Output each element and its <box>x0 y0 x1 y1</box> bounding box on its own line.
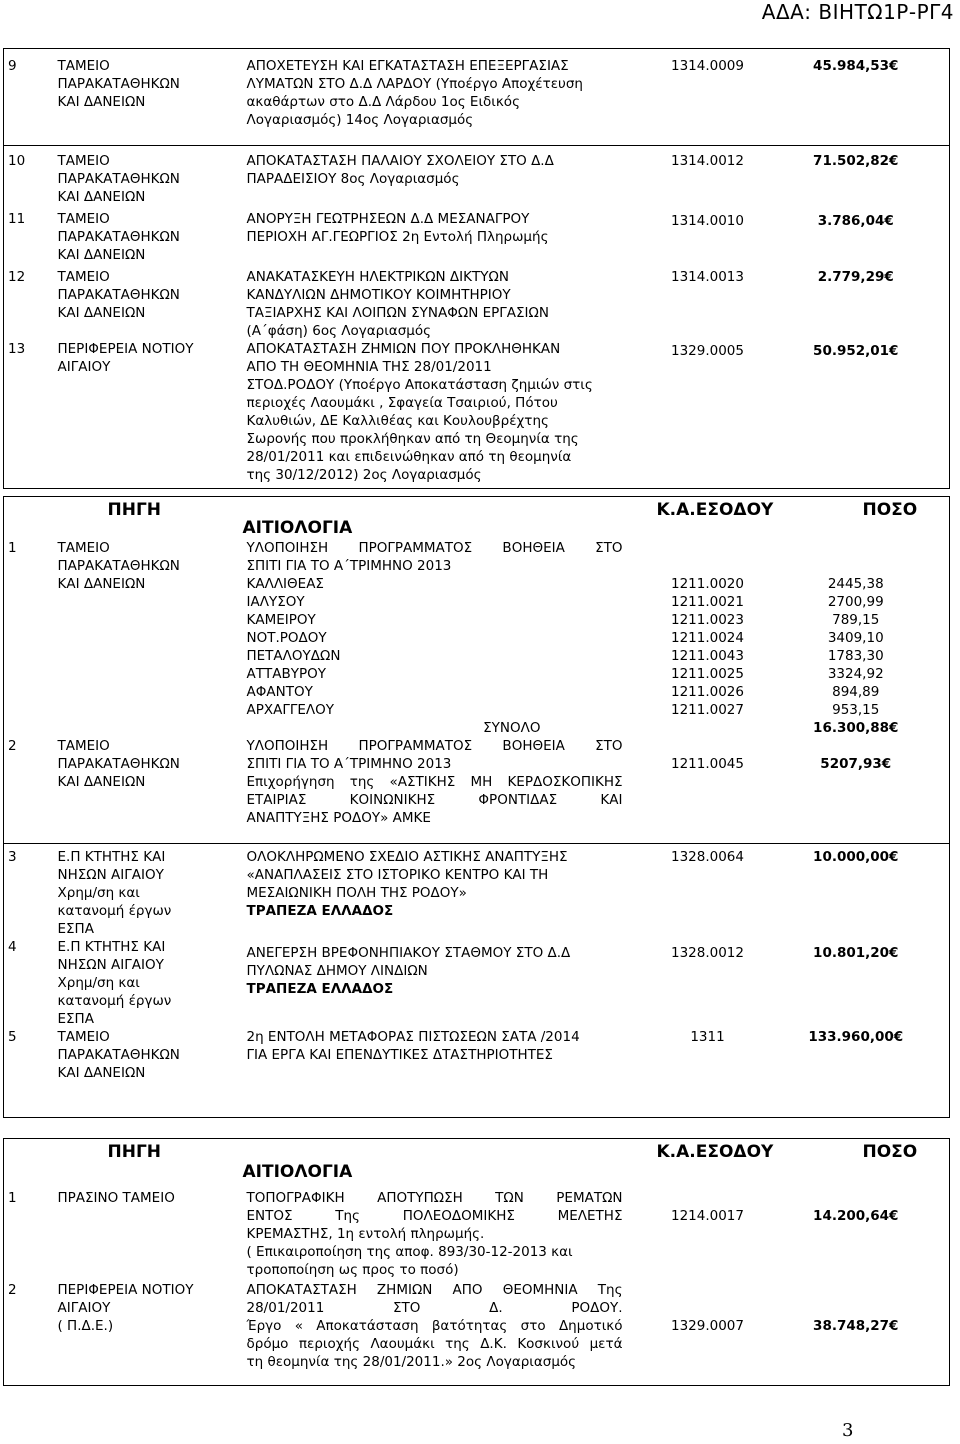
reason-cell <box>233 264 653 340</box>
source-line: ΠΕΡΙΦΕΡΕΙΑ ΝΟΤΙΟΥ <box>57 341 194 357</box>
table-row <box>4 146 950 207</box>
sub-area-name: ΑΡΧΑΓΓΕΛΟΥ <box>246 701 335 718</box>
reason-line: ΑΠΟ ΤΗ ΘΕΟΜΗΝΙΑ ΤΗΣ 28/01/2011 <box>246 359 492 375</box>
source-line: κατανομή έργων <box>57 902 172 919</box>
source-line: ΚΑΙ ΔΑΝΕΙΩΝ <box>57 94 146 110</box>
source-line: Ε.Π ΚΤΗΤΗΣ ΚΑΙ <box>57 848 166 865</box>
reason-line: ΑΠΟΚΑΤΑΣΤΑΣΗ ΖΗΜΙΩΝ ΑΠΟ ΘΕΟΜΗΝΙΑ Της <box>246 1281 623 1298</box>
reason-line: Σωρονής που προκλήθηκαν από τη Θεομηνία της <box>246 431 579 447</box>
source-line: κατανομή έργων <box>57 992 172 1009</box>
sub-area-amount: 2445,38 <box>827 575 884 592</box>
header-code: Κ.Α.ΕΣΟΔΟΥ <box>656 500 774 520</box>
source-line: ΚΑΙ ΔΑΝΕΙΩΝ <box>57 773 146 790</box>
table-row <box>4 340 950 489</box>
row-number: 3 <box>4 843 58 938</box>
source-line: ΝΗΣΩΝ ΑΙΓΑΙΟΥ <box>57 866 164 883</box>
reason-cell <box>233 146 653 207</box>
header-reason: ΑΙΤΙΟΛΟΓΙΑ <box>242 518 353 538</box>
source-line: ΑΙΓΑΙΟΥ <box>57 359 111 375</box>
amount-cell: 10.801,20€ <box>813 944 899 961</box>
table-row <box>4 1028 950 1118</box>
source-cell <box>58 539 233 737</box>
header-source: ΠΗΓΗ <box>107 1142 162 1162</box>
reason-line: ΑΠΟΚΑΤΑΣΤΑΣΗ ΖΗΜΙΩΝ ΠΟΥ ΠΡΟΚΛΗΘΗΚΑΝ <box>246 341 561 357</box>
sub-area-code: 1211.0024 <box>670 629 744 646</box>
code-cell: 1214.0017 <box>670 1207 744 1224</box>
source-line: Χρημ/ση και <box>57 884 140 901</box>
code-cell: 1314.0013 <box>670 269 744 285</box>
source-cell <box>58 206 233 264</box>
source-cell <box>58 843 233 938</box>
source-line: ΠΑΡΑΚΑΤΑΘΗΚΩΝ <box>57 557 180 574</box>
reason-line: 2η ΕΝΤΟΛΗ ΜΕΤΑΦΟΡΑΣ ΠΙΣΤΩΣΕΩΝ ΣΑΤΑ /2014 <box>246 1028 580 1045</box>
reason-line: ΑΠΟΚΑΤΑΣΤΑΣΗ ΠΑΛΑΙΟΥ ΣΧΟΛΕΙΟΥ ΣΤΟ Δ.Δ <box>246 153 554 169</box>
table-row <box>4 539 950 737</box>
sub-area-name: ΑΤΤΑΒΥΡΟΥ <box>246 665 326 682</box>
table-row <box>4 264 950 340</box>
table-row <box>4 1281 950 1386</box>
row-number: 4 <box>8 938 17 955</box>
reason-line: τροποποίηση ως προς το ποσό) <box>246 1261 459 1278</box>
table-revenue-3 <box>3 1138 950 1386</box>
reason-cell <box>233 737 653 844</box>
reason-line: «ΑΝΑΠΛΑΣΕΙΣ ΣΤΟ ΙΣΤΟΡΙΚΟ ΚΕΝΤΡΟ ΚΑΙ ΤΗ <box>246 866 549 883</box>
reason-line: ΣΠΙΤΙ ΓΙΑ ΤΟ Α΄ΤΡΙΜΗΝΟ 2013 <box>246 557 452 574</box>
source-cell <box>58 49 233 146</box>
reason-line: (Α΄φάση) 6ος Λογαριασμός <box>246 323 432 339</box>
reason-line: ΛΥΜΑΤΩΝ ΣΤΟ Δ.Δ ΛΑΡΔΟΥ (Υποέργο Αποχέτευση <box>246 76 583 92</box>
amount-cell: 45.984,53€ <box>813 58 899 74</box>
amount-cell: 3.786,04€ <box>817 213 894 229</box>
row-number: 11 <box>8 211 26 227</box>
reason-line: ακαθάρτων στο Δ.Δ Λάρδου 1ος Ειδικός <box>246 94 520 110</box>
reason-cell <box>233 843 653 938</box>
page-number: 3 <box>842 1420 854 1441</box>
row-number: 13 <box>8 341 26 357</box>
code-cell: 1314.0009 <box>670 58 744 74</box>
bank-label: ΤΡΑΠΕΖΑ ΕΛΛΑΔΟΣ <box>246 902 394 919</box>
reason-line: τη θεομηνία της 28/01/2011.» 2ος Λογαριασμός <box>246 1353 577 1370</box>
row-number: 5 <box>8 1028 17 1045</box>
header-source: ΠΗΓΗ <box>107 500 162 520</box>
reason-line: ΓΙΑ ΕΡΓΑ ΚΑΙ ΕΠΕΝΔΥΤΙΚΕΣ ΔΤΑΣΤΗΡΙΟΤΗΤΕΣ <box>246 1046 553 1063</box>
source-line: ΕΣΠΑ <box>57 920 94 937</box>
source-line: ΚΑΙ ΔΑΝΕΙΩΝ <box>57 247 146 263</box>
table-row <box>4 938 950 1028</box>
reason-line: Λογαριασμός) 14ος Λογαριασμός <box>246 112 474 128</box>
reason-line: ΕΝΤΟΣ Της ΠΟΛΕΟΔΟΜΙΚΗΣ ΜΕΛΕΤΗΣ <box>246 1207 623 1224</box>
sub-area-amount: 3409,10 <box>827 629 884 646</box>
sub-area-code: 1211.0021 <box>670 593 744 610</box>
source-cell <box>58 1189 233 1281</box>
reason-line: ( Επικαιροποίηση της αποφ. 893/30-12-2013 και <box>246 1243 573 1260</box>
sub-area-code: 1211.0027 <box>670 701 744 718</box>
sub-area-name: ΚΑΜΕΙΡΟΥ <box>246 611 316 628</box>
source-line: ΑΙΓΑΙΟΥ <box>57 1299 111 1316</box>
sub-area-amount: 3324,92 <box>827 665 884 682</box>
reason-line: ΤΑΞΙΑΡΧΗΣ ΚΑΙ ΛΟΙΠΩΝ ΣΥΝΑΦΩΝ ΕΡΓΑΣΙΩΝ <box>246 305 549 321</box>
reason-line: ΣΤΟΔ.ΡΟΔΟΥ (Υποέργο Αποκατάσταση ζημιών στις <box>246 377 593 393</box>
reason-line: της 30/12/2012) 2ος Λογαριασμός <box>246 467 482 483</box>
amount-cell: 2.779,29€ <box>817 269 894 285</box>
reason-line: ΤΟΠΟΓΡΑΦΙΚΗ ΑΠΟΤΥΠΩΣΗ ΤΩΝ ΡΕΜΑΤΩΝ <box>246 1189 623 1206</box>
source-line: ΠΑΡΑΚΑΤΑΘΗΚΩΝ <box>57 171 180 187</box>
source-line: ΠΡΑΣΙΝΟ ΤΑΜΕΙΟ <box>57 1189 175 1206</box>
reason-cell <box>233 1281 653 1386</box>
sub-area-code: 1211.0025 <box>670 665 744 682</box>
header-reason: ΑΙΤΙΟΛΟΓΙΑ <box>242 1162 353 1182</box>
source-line: ( Π.Δ.Ε.) <box>57 1317 114 1334</box>
source-line: ΠΑΡΑΚΑΤΑΘΗΚΩΝ <box>57 76 180 92</box>
sub-area-code: 1211.0043 <box>670 647 744 664</box>
table-revenue-2 <box>3 496 950 1118</box>
reason-line: ΑΝΕΓΕΡΣΗ ΒΡΕΦΟΝΗΠΙΑΚΟΥ ΣΤΑΘΜΟΥ ΣΤΟ Δ.Δ <box>246 944 571 961</box>
code-cell: 1328.0012 <box>670 944 744 961</box>
reason-line: Καλυθιών, ΔΕ Καλλιθέας και Κουλουβρέχτης <box>246 413 549 429</box>
source-line: ΤΑΜΕΙΟ <box>57 269 110 285</box>
code-cell: 1328.0064 <box>653 843 763 938</box>
reason-line: ΜΕΣΑΙΩΝΙΚΗ ΠΟΛΗ ΤΗΣ ΡΟΔΟΥ» <box>246 884 467 901</box>
source-line: ΠΑΡΑΚΑΤΑΘΗΚΩΝ <box>57 1046 180 1063</box>
amount-cell: 14.200,64€ <box>813 1207 899 1224</box>
source-line: ΚΑΙ ΔΑΝΕΙΩΝ <box>57 1064 146 1081</box>
reason-cell <box>233 539 653 737</box>
source-line: ΤΑΜΕΙΟ <box>57 539 110 556</box>
reason-line: ΥΛΟΠΟΙΗΣΗ ΠΡΟΓΡΑΜΜΑΤΟΣ ΒΟΗΘΕΙΑ ΣΤΟ <box>246 737 623 754</box>
row-number: 2 <box>8 737 17 754</box>
reason-line: Επιχορήγηση της «ΑΣΤΙΚΗΣ ΜΗ ΚΕΡΔΟΣΚΟΠΙΚΗΣ <box>246 773 623 790</box>
source-line: ΤΑΜΕΙΟ <box>57 58 110 74</box>
reason-cell <box>233 49 653 146</box>
sub-area-name: ΙΑΛΥΣΟΥ <box>246 593 305 610</box>
source-line: Ε.Π ΚΤΗΤΗΣ ΚΑΙ <box>57 938 166 955</box>
reason-line: 28/01/2011 και επιδεινώθηκαν από τη θεομηνία <box>246 449 572 465</box>
table-header-row <box>4 497 950 539</box>
sub-area-name: ΠΕΤΑΛΟΥΔΩΝ <box>246 647 341 664</box>
sub-area-code: 1211.0020 <box>670 575 744 592</box>
code-cell: 1314.0010 <box>670 213 744 229</box>
row-number: 2 <box>8 1281 17 1298</box>
code-cell: 1211.0045 <box>670 755 744 772</box>
reason-line: περιοχές Λαουμάκι , Σφαγεία Τσαιριού, Πότου <box>246 395 558 411</box>
reason-line: ΚΑΝΔΥΛΙΩΝ ΔΗΜΟΤΙΚΟΥ ΚΟΙΜΗΤΗΡΙΟΥ <box>246 287 511 303</box>
sub-area-name: ΚΑΛΛΙΘΕΑΣ <box>246 575 324 592</box>
row-number: 1 <box>8 1189 17 1206</box>
sub-area-code: 1211.0023 <box>670 611 744 628</box>
reason-cell <box>233 1028 653 1118</box>
reason-line: ΣΠΙΤΙ ΓΙΑ ΤΟ Α΄ΤΡΙΜΗΝΟ 2013 <box>246 755 452 772</box>
sub-area-amount: 894,89 <box>832 683 880 700</box>
reason-line: ΑΝΟΡΥΞΗ ΓΕΩΤΡΗΣΕΩΝ Δ.Δ ΜΕΣΑΝΑΓΡΟΥ <box>246 211 530 227</box>
source-cell <box>58 938 233 1028</box>
source-line: ΝΗΣΩΝ ΑΙΓΑΙΟΥ <box>57 956 164 973</box>
reason-cell <box>233 938 653 1028</box>
total-label: ΣΥΝΟΛΟ <box>483 719 541 736</box>
table-row <box>4 737 950 844</box>
source-cell <box>58 146 233 207</box>
reason-cell <box>233 1189 653 1281</box>
source-line: ΕΣΠΑ <box>57 1010 94 1027</box>
row-number: 1 <box>8 539 17 556</box>
source-line: ΤΑΜΕΙΟ <box>57 153 110 169</box>
total-amount: 16.300,88€ <box>813 719 899 736</box>
source-line: ΚΑΙ ΔΑΝΕΙΩΝ <box>57 305 146 321</box>
header-amount: ΠΟΣΟ <box>862 1142 918 1162</box>
reason-line: ΥΛΟΠΟΙΗΣΗ ΠΡΟΓΡΑΜΜΑΤΟΣ ΒΟΗΘΕΙΑ ΣΤΟ <box>246 539 623 556</box>
table-row <box>4 49 950 146</box>
table-continuation <box>3 48 950 489</box>
amount-cell: 10.000,00€ <box>763 843 950 938</box>
table-header-row <box>4 1139 950 1189</box>
table-row <box>4 843 950 938</box>
reason-line: ΑΝΑΠΤΥΞΗΣ ΡΟΔΟΥ» ΑΜΚΕ <box>246 809 431 826</box>
code-cell: 1314.0012 <box>653 146 763 207</box>
reason-cell <box>233 206 653 264</box>
amount-cell: 133.960,00€ <box>808 1028 904 1045</box>
amount-cell: 71.502,82€ <box>763 146 950 207</box>
code-cell: 1329.0005 <box>670 343 744 359</box>
source-line: ΚΑΙ ΔΑΝΕΙΩΝ <box>57 575 146 592</box>
reason-line: ΠΑΡΑΔΕΙΣΙΟΥ 8ος Λογαριασμός <box>246 171 460 187</box>
reason-cell <box>233 340 653 489</box>
reason-line: ΠΥΛΩΝΑΣ ΔΗΜΟΥ ΛΙΝΔΙΩΝ <box>246 962 428 979</box>
sub-area-amount: 789,15 <box>832 611 880 628</box>
code-cell: 1311 <box>690 1028 725 1045</box>
amount-cell: 50.952,01€ <box>813 343 899 359</box>
code-cell <box>653 539 763 737</box>
source-line: Χρημ/ση και <box>57 974 140 991</box>
amount-cell: 5207,93€ <box>820 755 892 772</box>
source-cell <box>58 1028 233 1118</box>
source-line: ΠΑΡΑΚΑΤΑΘΗΚΩΝ <box>57 229 180 245</box>
sub-area-amount: 2700,99 <box>827 593 884 610</box>
source-cell <box>58 1281 233 1386</box>
source-line: ΠΑΡΑΚΑΤΑΘΗΚΩΝ <box>57 755 180 772</box>
source-line: ΤΑΜΕΙΟ <box>57 1028 110 1045</box>
table-row <box>4 206 950 264</box>
reason-line: δρόμο περιοχής Λαουμάκι της Δ.Κ. Κοσκινού μετά <box>246 1335 623 1352</box>
header-amount: ΠΟΣΟ <box>862 500 918 520</box>
ada-code: ΑΔΑ: ΒΙΗΤΩ1Ρ-ΡΓ4 <box>761 0 954 24</box>
code-cell: 1329.0007 <box>670 1317 744 1334</box>
table-row <box>4 1189 950 1281</box>
source-line: ΠΕΡΙΦΕΡΕΙΑ ΝΟΤΙΟΥ <box>57 1281 194 1298</box>
sub-area-code: 1211.0026 <box>670 683 744 700</box>
sub-area-name: ΝΟΤ.ΡΟΔΟΥ <box>246 629 327 646</box>
source-cell <box>58 340 233 489</box>
reason-line: ΠΕΡΙΟΧΗ ΑΓ.ΓΕΩΡΓΙΟΣ 2η Εντολή Πληρωμής <box>246 229 549 245</box>
sub-area-amount: 953,15 <box>832 701 880 718</box>
sub-area-amount: 1783,30 <box>827 647 884 664</box>
reason-line: 28/01/2011 ΣΤΟ Δ. ΡΟΔΟΥ. <box>246 1299 623 1316</box>
source-line: ΤΑΜΕΙΟ <box>57 737 110 754</box>
reason-line: ΟΛΟΚΛΗΡΩΜΕΝΟ ΣΧΕΔΙΟ ΑΣΤΙΚΗΣ ΑΝΑΠΤΥΞΗΣ <box>246 848 568 865</box>
row-number: 12 <box>8 269 26 285</box>
reason-line: Έργο « Αποκατάσταση βατότητας στο Δημοτικό <box>246 1317 623 1334</box>
row-number: 9 <box>8 58 17 74</box>
reason-line: ΚΡΕΜΑΣΤΗΣ, 1η εντολή πληρωμής. <box>246 1225 485 1242</box>
bank-label: ΤΡΑΠΕΖΑ ΕΛΛΑΔΟΣ <box>246 980 394 997</box>
source-line: ΚΑΙ ΔΑΝΕΙΩΝ <box>57 189 146 205</box>
source-line: ΤΑΜΕΙΟ <box>57 211 110 227</box>
row-number: 10 <box>4 146 58 207</box>
source-cell <box>58 737 233 844</box>
reason-line: ΕΤΑΙΡΙΑΣ ΚΟΙΝΩΝΙΚΗΣ ΦΡΟΝΤΙΔΑΣ ΚΑΙ <box>246 791 623 808</box>
source-cell <box>58 264 233 340</box>
sub-area-name: ΑΦΑΝΤΟΥ <box>246 683 313 700</box>
source-line: ΠΑΡΑΚΑΤΑΘΗΚΩΝ <box>57 287 180 303</box>
reason-line: ΑΝΑΚΑΤΑΣΚΕΥΗ ΗΛΕΚΤΡΙΚΩΝ ΔΙΚΤΥΩΝ <box>246 269 509 285</box>
reason-line: ΑΠΟΧΕΤΕΥΣΗ ΚΑΙ ΕΓΚΑΤΑΣΤΑΣΗ ΕΠΕΞΕΡΓΑΣΙΑΣ <box>246 58 569 74</box>
amount-cell <box>763 539 950 737</box>
header-code: Κ.Α.ΕΣΟΔΟΥ <box>656 1142 774 1162</box>
amount-cell: 38.748,27€ <box>813 1317 899 1334</box>
